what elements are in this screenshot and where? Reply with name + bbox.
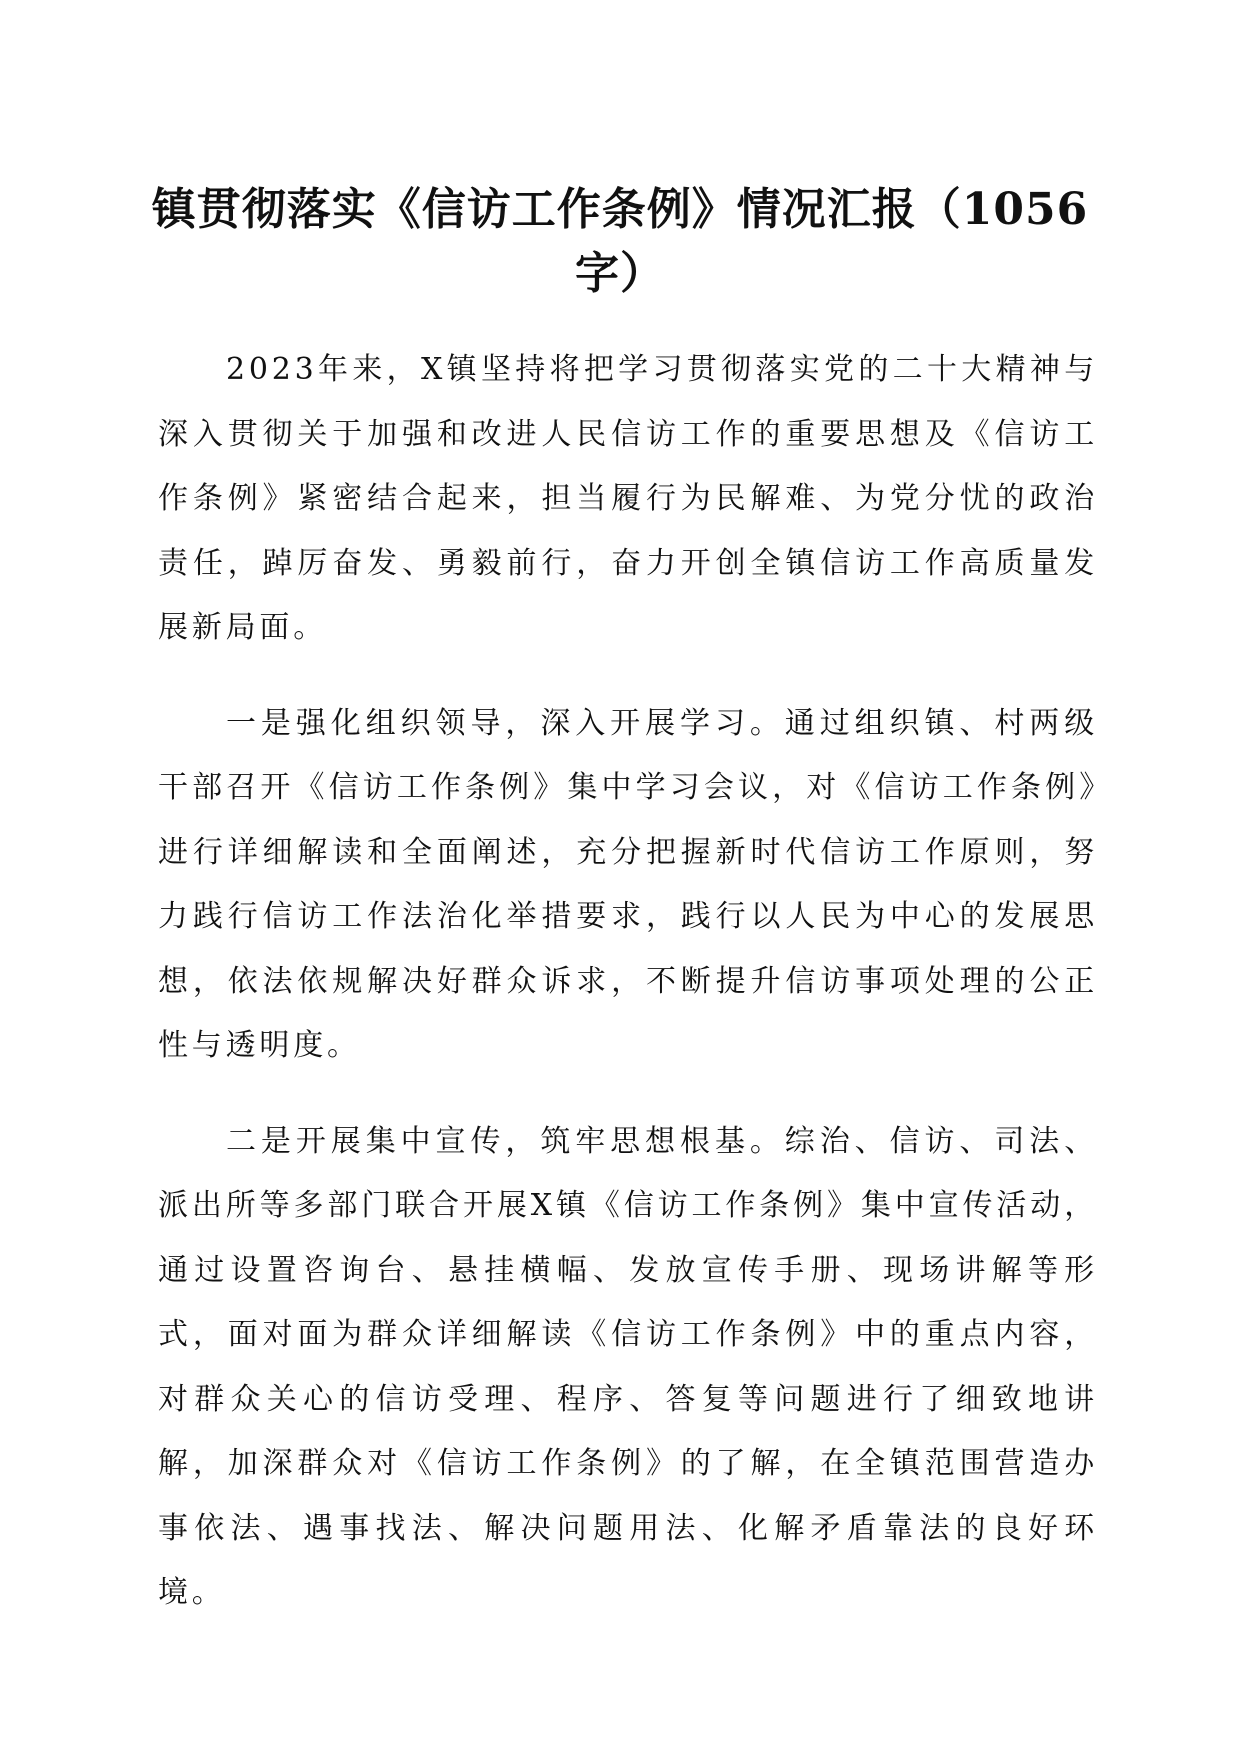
paragraph-organization-leadership: 一是强化组织领导，深入开展学习。通过组织镇、村两级干部召开《信访工作条例》集中学习会议，对《信访工作条例》进行详细解读和全面阐述，充分把握新时代信访工作原则，努力践行信访工作法治化举措要求，践行以人民为中心的发展思想，依法依规解决好群众诉求，不断提升信访事项处理的公正性与透明度。 [158,705,1098,1063]
paragraph-publicity-campaign: 二是开展集中宣传，筑牢思想根基。综治、信访、司法、派出所等多部门联合开展X镇《信访工作条例》集中宣传活动，通过设置咨询台、悬挂横幅、发放宣传手册、现场讲解等形式，面对面为群众详细解读《信访工作条例》中的重点内容，对群众关心的信访受理、程序、答复等问题进行了细致地讲解，加深群众对《信访工作条例》的了解，在全镇范围营造办事依法、遇事找法、解决问题用法、化解矛盾靠法的良好环境。 [158,1123,1098,1610]
document-title: 镇贯彻落实《信访工作条例》情况汇报（1056字） [151,184,1089,299]
document-body [158,338,1098,1657]
paragraph-intro: 2023年来，X镇坚持将把学习贯彻落实党的二十大精神与深入贯彻关于加强和改进人民信访工作的重要思想及《信访工作条例》紧密结合起来，担当履行为民解难、为党分忧的政治责任，踔厉奋发、勇毅前行，奋力开创全镇信访工作高质量发展新局面。 [158,352,1098,645]
